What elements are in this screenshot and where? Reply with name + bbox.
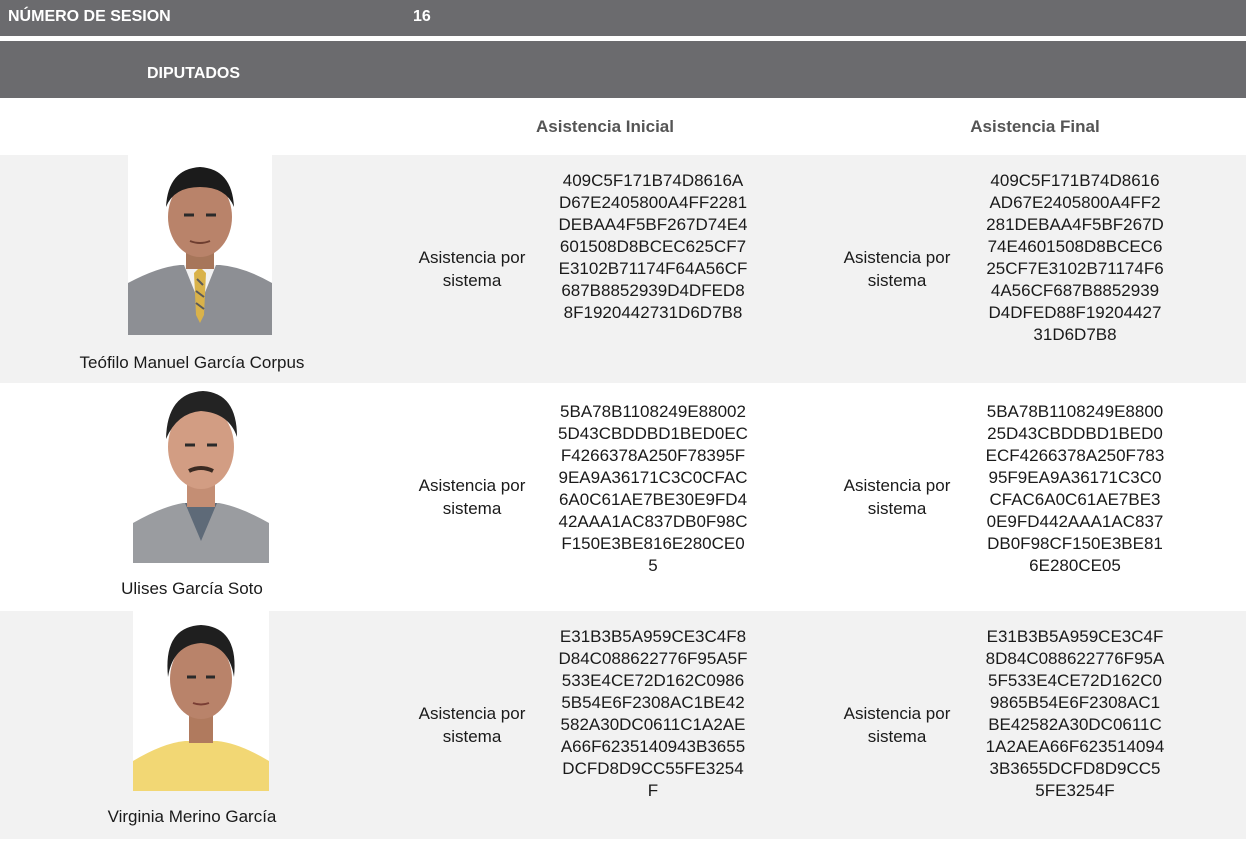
portrait-image: [133, 383, 269, 563]
session-number: 16: [413, 8, 431, 25]
initial-attendance-mode: Asistencia por sistema: [418, 476, 526, 518]
final-attendance-hash: 5BA78B1108249E880025D43CBDDBD1BED0ECF4266378A250F78395F9EA9A36171C3C0CFAC6A0C61AE7BE30E9FD442AAA1AC837DB0F98CF150E3BE816E280CE05: [985, 402, 1165, 575]
portrait-image: [128, 155, 272, 335]
final-attendance-hash: E31B3B5A959CE3C4F8D84C088622776F95A5F533E4CE72D162C09865B54E6F2308AC1BE42582A30DC0611C1A2AEA66F6235140943B3655DCFD8D9CC55FE3254F: [985, 627, 1165, 800]
session-label: NÚMERO DE SESION: [8, 8, 171, 25]
column-header-initial: Asistencia Inicial: [536, 117, 674, 136]
deputy-name: Teófilo Manuel García Corpus: [79, 353, 305, 372]
initial-attendance-hash: 5BA78B1108249E880025D43CBDDBD1BED0ECF4266378A250F78395F9EA9A36171C3C0CFAC6A0C61AE7BE30E9FD442AAA1AC837DB0F98CF150E3BE816E280CE05: [558, 402, 748, 575]
deputy-photo: [133, 383, 269, 563]
deputy-row: [0, 383, 1246, 611]
deputy-name: Ulises García Soto: [121, 579, 263, 598]
deputy-photo: [133, 611, 269, 791]
initial-attendance-mode: Asistencia por sistema: [418, 248, 526, 290]
final-attendance-mode: Asistencia por sistema: [843, 476, 951, 518]
initial-attendance-hash: 409C5F171B74D8616AD67E2405800A4FF2281DEBAA4F5BF267D74E4601508D8BCEC625CF7E3102B71174F64A56CF687B8852939D4DFED88F1920442731D6D7B8: [558, 171, 748, 322]
deputies-section-header: [0, 41, 1246, 98]
portrait-image: [133, 611, 269, 791]
deputy-name: Virginia Merino García: [107, 807, 277, 826]
final-attendance-hash: 409C5F171B74D8616AD67E2405800A4FF2281DEBAA4F5BF267D74E4601508D8BCEC625CF7E3102B71174F64A56CF687B8852939D4DFED88F1920442731D6D7B8: [986, 171, 1164, 344]
session-header: [0, 0, 1246, 36]
final-attendance-mode: Asistencia por sistema: [843, 704, 951, 746]
initial-attendance-mode: Asistencia por sistema: [418, 704, 526, 746]
deputy-row: [0, 611, 1246, 839]
column-header-final: Asistencia Final: [970, 117, 1100, 136]
deputies-label: DIPUTADOS: [147, 65, 241, 82]
initial-attendance-hash: E31B3B5A959CE3C4F8D84C088622776F95A5F533E4CE72D162C09865B54E6F2308AC1BE42582A30DC0611C1A2AEA66F6235140943B3655DCFD8D9CC55FE3254F: [558, 627, 748, 800]
deputy-photo: [128, 155, 272, 335]
final-attendance-mode: Asistencia por sistema: [843, 248, 951, 290]
deputy-row: [0, 155, 1246, 383]
